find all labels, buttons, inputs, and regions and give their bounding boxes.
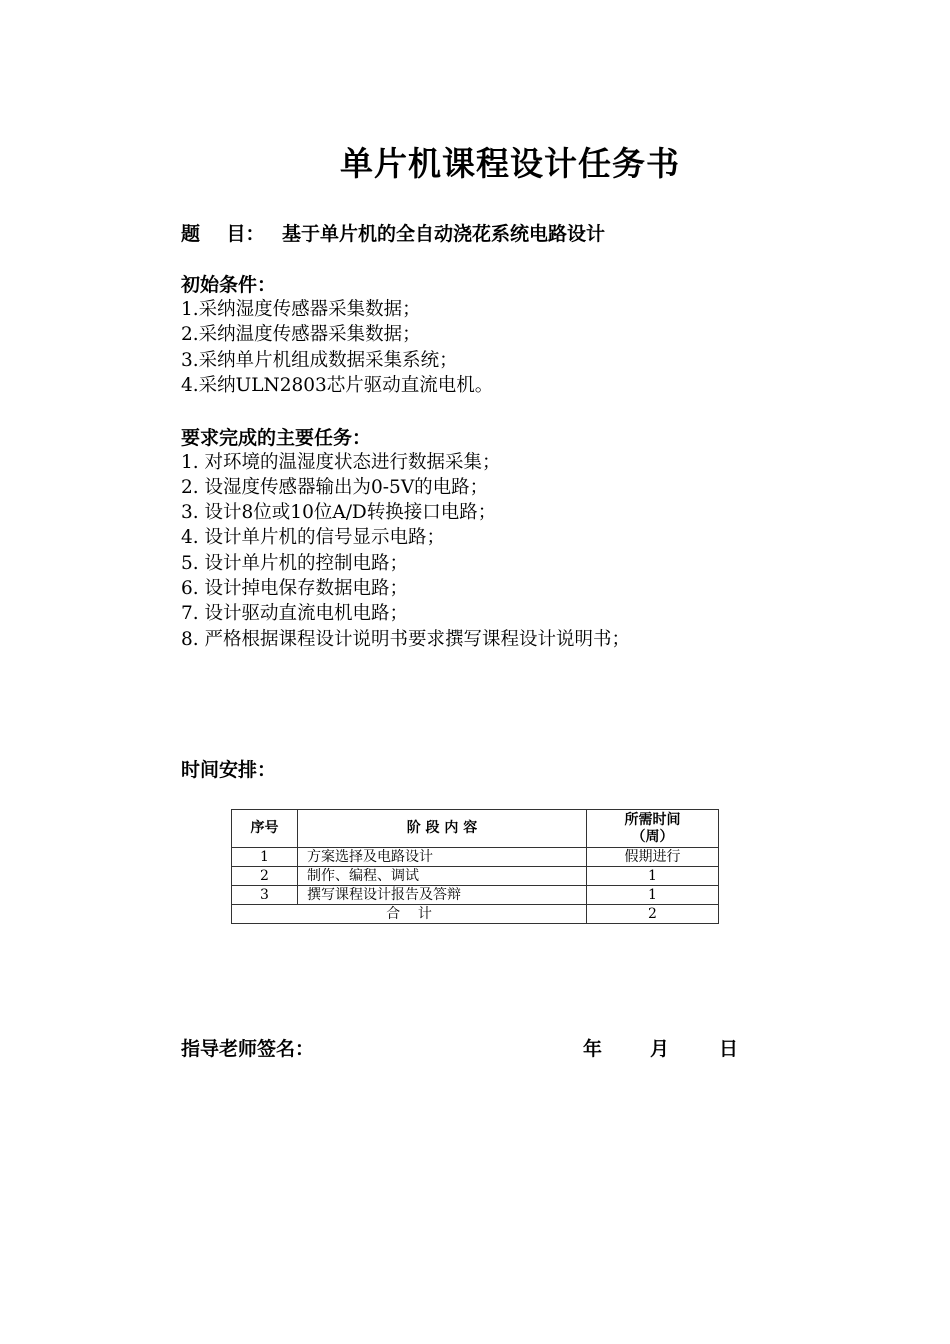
advisor-signature-label: 指导老师签名： [181, 1038, 315, 1060]
subject-value: 基于单片机的全自动浇花系统电路设计 [282, 223, 606, 245]
schedule-table [231, 809, 719, 924]
row-time: 1 [587, 867, 719, 886]
task-item: 1. 对环境的温湿度状态进行数据采集； [181, 452, 501, 473]
date-year-label: 年 [583, 1038, 603, 1060]
condition-item: 3.采纳单片机组成数据采集系统； [181, 350, 458, 371]
date-month-label: 月 [650, 1038, 670, 1060]
task-item: 6. 设计掉电保存数据电路； [181, 578, 409, 599]
row-no: 3 [232, 886, 298, 905]
total-time: 2 [587, 905, 719, 924]
task-item: 4. 设计单片机的信号显示电路； [181, 527, 446, 548]
task-item: 5. 设计单片机的控制电路； [181, 553, 409, 574]
condition-item: 4.采纳ULN2803芯片驱动直流电机。 [181, 375, 494, 396]
column-header-time [587, 810, 719, 848]
task-item: 3. 设计8位或10位A/D转换接口电路； [181, 502, 497, 523]
date-day-label: 日 [719, 1038, 739, 1060]
table-row [232, 848, 719, 867]
task-item: 2. 设湿度传感器输出为0-5V的电路； [181, 477, 489, 498]
total-label: 合 计 [232, 905, 587, 924]
column-header-content: 阶 段 内 容 [298, 810, 587, 848]
schedule-heading: 时间安排： [181, 759, 277, 781]
row-no: 1 [232, 848, 298, 867]
table-total-row [232, 905, 719, 924]
row-content: 制作、编程、调试 [298, 867, 587, 886]
table-header-row [232, 810, 719, 848]
row-time: 1 [587, 886, 719, 905]
row-content: 撰写课程设计报告及答辩 [298, 886, 587, 905]
initial-conditions-heading: 初始条件： [181, 274, 277, 296]
task-item: 8. 严格根据课程设计说明书要求撰写课程设计说明书； [181, 629, 631, 650]
column-header-time-unit: （周） [631, 828, 674, 845]
task-item: 7. 设计驱动直流电机电路； [181, 603, 409, 624]
row-content: 方案选择及电路设计 [298, 848, 587, 867]
column-header-time-label: 所需时间 [624, 811, 681, 828]
condition-item: 1.采纳湿度传感器采集数据； [181, 299, 421, 320]
main-tasks-heading: 要求完成的主要任务： [181, 427, 372, 449]
condition-item: 2.采纳温度传感器采集数据； [181, 324, 421, 345]
table-row [232, 867, 719, 886]
row-time: 假期进行 [587, 848, 719, 867]
page-title: 单片机课程设计任务书 [340, 144, 680, 183]
column-header-no: 序号 [232, 810, 298, 848]
table-row [232, 886, 719, 905]
subject-label: 题 目： [181, 223, 265, 245]
row-no: 2 [232, 867, 298, 886]
